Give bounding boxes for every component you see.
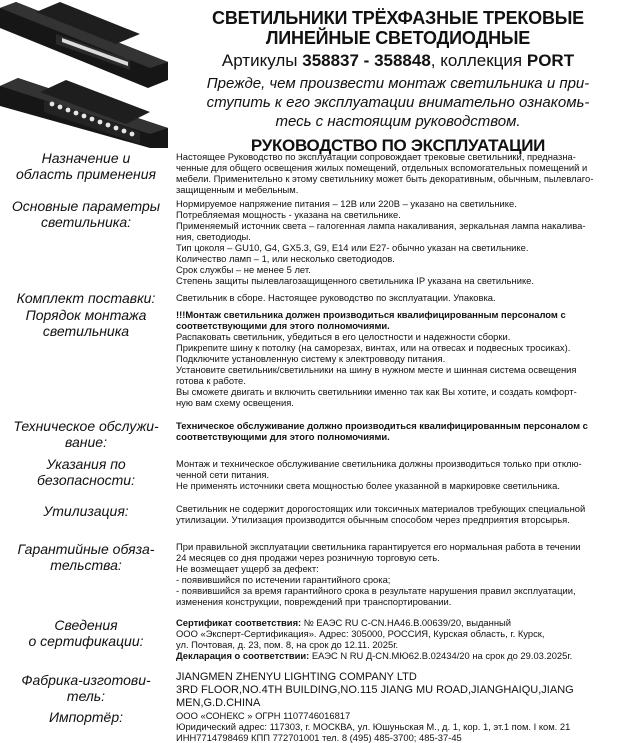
params-line: ния, светодиоды.	[176, 231, 251, 242]
warning-line-3: тесь с настоящим руководством.	[275, 113, 521, 130]
maintenance-label-line-2: вание:	[65, 434, 107, 450]
params-label-line-1: Основные параметры	[11, 198, 161, 214]
safety-line: Не применять источники света мощностью более указанной в маркировке светильника.	[176, 480, 560, 491]
importer-text	[176, 710, 606, 743]
certification-line: ул. Почтовая, д. 23, пом. 8, на срок до 12.11. 2025г.	[176, 639, 399, 650]
purpose-text	[176, 151, 606, 195]
title-line-1: СВЕТИЛЬНИКИ ТРЁХФАЗНЫЕ ТРЕКОВЫЕ	[212, 8, 584, 28]
warranty-text	[176, 541, 606, 607]
collection-prefix: , коллекция	[430, 51, 523, 70]
warranty-label	[4, 541, 168, 573]
certificate-label: Сертификат соответствия:	[176, 617, 302, 628]
warranty-line: - появившийся за время гарантийного срока в результате нарушения правил эксплуатации,	[176, 585, 576, 596]
safety-label-line-2: безопасности:	[37, 472, 135, 488]
warranty-line: изменения конструкции, повреждений при транспортировании.	[176, 596, 452, 607]
installation-line: Распаковать светильник, убедиться в его целостности и надежности сборки.	[176, 331, 511, 342]
purpose-label-line-1: Назначение и	[41, 150, 131, 166]
purpose-line: защищенным и мебельным.	[176, 184, 299, 195]
warning-text	[176, 74, 620, 131]
installation-warning-line: соответствующими для этого полномочиями.	[176, 320, 390, 331]
installation-label	[4, 307, 168, 339]
articles-line	[176, 50, 620, 72]
installation-text	[176, 309, 606, 408]
disposal-line: Светильник не содержит дорогостоящих или токсичных материалов требующих специальной	[176, 503, 586, 514]
maintenance-label-line-1: Техническое обслужи-	[13, 418, 159, 434]
disposal-label: Утилизация:	[43, 503, 129, 519]
warranty-line: Не возмещает ущерб за дефект:	[176, 563, 319, 574]
title-line-2: ЛИНЕЙНЫЕ СВЕТОДИОДНЫЕ	[265, 28, 531, 48]
installation-label-line-2: светильника	[42, 323, 130, 339]
installation-label-line-1: Порядок монтажа	[25, 307, 147, 323]
params-text	[176, 198, 606, 286]
product-image	[0, 0, 168, 148]
declaration-label: Декларация о соответствии:	[176, 650, 310, 661]
maintenance-line: Техническое обслуживание должно производиться квалифицированным персоналом с	[176, 420, 588, 431]
safety-label	[4, 456, 168, 488]
installation-line: Прикрепите шину к потолку (на саморезах, винтах, или на отвесах и подвесных тросиках).	[176, 342, 571, 353]
warranty-line: При правильной эксплуатации светильника гарантируется его нормальная работа в течении	[176, 541, 581, 552]
disposal-line: утилизации. Утилизация производится обычным способом через предприятия вторсырья.	[176, 514, 570, 525]
declaration-line	[176, 650, 606, 661]
manual-title: РУКОВОДСТВО ПО ЭКСПЛУАТАЦИИ	[250, 136, 546, 155]
track-light-bottom-icon	[0, 78, 168, 148]
purpose-label-line-2: область применения	[15, 166, 157, 182]
params-label-line-2: светильника:	[40, 214, 132, 230]
importer-line: ИНН7714798469 КПП 772701001 тел. 8 (495) 485-3700; 485-37-45	[176, 732, 462, 743]
importer-label: Импортёр:	[48, 709, 123, 725]
installation-line: Установите светильник/светильники на шину в нужном месте и шинная система освещения	[176, 364, 577, 375]
warranty-label-line-2: тельства:	[50, 557, 122, 573]
certification-label-line-2: о сертификации:	[28, 633, 144, 649]
warning-line-2: ступить к его эксплуатации внимательно ознакомь-	[206, 94, 590, 111]
articles-prefix: Артикулы	[221, 51, 298, 70]
certification-label	[4, 617, 168, 649]
factory-line: JIANGMEN ZHENYU LIGHTING COMPANY LTD	[176, 671, 417, 683]
certificate-number: № ЕАЭС RU C-CN.НА46.В.00639/20, выданный	[301, 617, 511, 628]
maintenance-label	[4, 418, 168, 450]
warranty-label-line-1: Гарантийные обяза-	[17, 541, 155, 557]
declaration-number: ЕАЭС N RU Д-CN.МЮ62.В.02434/20 на срок до 29.03.2025г.	[309, 650, 573, 661]
installation-line: Подключите установленную систему к электровводу питания.	[176, 353, 446, 364]
purpose-line: мебели. Применительно к этому светильнику может быть декоративным, обычным, пылевлаго-	[176, 173, 594, 184]
safety-label-line-1: Указания по	[46, 456, 126, 472]
factory-label-line-1: Фабрика-изготови-	[21, 672, 151, 688]
params-label	[4, 198, 168, 230]
params-line: Применяемый источник света – галогенная лампа накаливания, зеркальная лампа накалива-	[176, 220, 586, 231]
params-line: Степень защиты пылевлагозащищенного светильника IP указана на светильнике.	[176, 275, 534, 286]
warranty-line: 24 месяцев со дня продажи через розничную торговую сеть.	[176, 552, 440, 563]
certificate-line	[176, 617, 606, 628]
document-header	[176, 8, 620, 156]
purpose-line: Настоящее Руководство по эксплуатации сопровождает трековые светильники, предназна-	[176, 151, 576, 162]
kit-label: Комплект поставки:	[16, 290, 156, 306]
warning-line-1: Прежде, чем произвести монтаж светильника и при-	[206, 75, 590, 92]
articles-range: 358837 - 358848	[302, 51, 431, 70]
certification-line: ООО «Эксперт-Сертификация». Адрес: 305000, РОССИЯ, Курская область, г. Курск,	[176, 628, 545, 639]
importer-line: ООО «СОНЕКС » ОГРН 1107746016817	[176, 710, 351, 721]
installation-line: ную вам схему освещения.	[176, 397, 294, 408]
factory-label-line-2: тель:	[66, 688, 106, 704]
purpose-label	[4, 150, 168, 182]
kit-text: Светильник в сборе. Настоящее руководство по эксплуатации. Упаковка.	[176, 292, 496, 303]
safety-line: ченной сети питания.	[176, 469, 270, 480]
installation-warning-line: !!!Монтаж светильника должен производиться квалифицированным персоналом с	[176, 309, 566, 320]
track-light-top-icon	[0, 2, 168, 88]
certification-text	[176, 617, 606, 661]
warranty-line: - появившийся по истечении гарантийного срока;	[176, 574, 391, 585]
factory-text	[176, 671, 616, 710]
params-line: Нормируемое напряжение питания – 12В или 220В – указано на светильнике.	[176, 198, 517, 209]
factory-label	[4, 672, 168, 704]
certification-label-line-1: Сведения	[54, 617, 118, 633]
importer-line: Юридический адрес: 117303, г. МОСКВА, ул. Юшуньская М., д. 1, кор. 1, эт.1 пом. I ком. 21	[176, 721, 571, 732]
factory-line: 3RD FLOOR,NO.4TH BUILDING,NO.115 JIANG MU ROAD,JIANGHAIQU,JIANG MEN,G.D.CHINA	[176, 684, 574, 709]
safety-line: Монтаж и техническое обслуживание светильника должны производиться только при отклю-	[176, 458, 582, 469]
params-line: Тип цоколя – GU10, G4, GX5.3, G9, E14 или E27- обычно указан на светильнике.	[176, 242, 529, 253]
installation-line: Вы сможете двигать и включить светильники именно так как Вы хотите, и создать комфорт-	[176, 386, 577, 397]
params-line: Срок службы – не менее 5 лет.	[176, 264, 311, 275]
purpose-line: ченные для общего освещения жилых помещений, отдельных вспомогательных помещений и	[176, 162, 588, 173]
params-line: Потребляемая мощность - указана на светильнике.	[176, 209, 401, 220]
disposal-text	[176, 503, 606, 525]
safety-text	[176, 458, 606, 491]
maintenance-text	[176, 420, 606, 442]
params-line: Количество ламп – 1, или несколько светодиодов.	[176, 253, 395, 264]
installation-line: готова к работе.	[176, 375, 246, 386]
collection-name: PORT	[526, 51, 575, 70]
maintenance-line: соответствующими для этого полномочиями.	[176, 431, 390, 442]
